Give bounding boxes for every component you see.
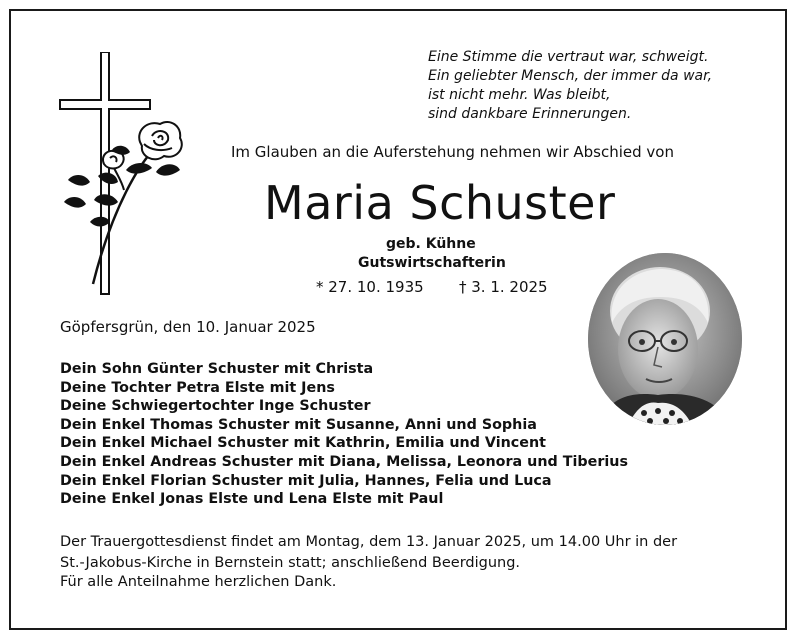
- mourner-line: Deine Enkel Jonas Elste und Lena Elste mit Paul: [60, 491, 444, 508]
- thanks-text: Für alle Anteilnahme herzlichen Dank.: [60, 574, 337, 590]
- maiden-name: geb. Kühne: [386, 236, 476, 252]
- quote-line: Ein geliebter Mensch, der immer da war,: [428, 68, 713, 84]
- mourner-line: Dein Enkel Florian Schuster mit Julia, Hannes, Felia und Luca: [60, 472, 552, 489]
- intro-text: Im Glauben an die Auferstehung nehmen wir Abschied von: [231, 143, 674, 161]
- mourners-list: [60, 360, 628, 509]
- quote-line: Eine Stimme die vertraut war, schweigt.: [428, 49, 709, 65]
- deceased-name: Maria Schuster: [264, 176, 616, 230]
- occupation: Gutswirtschafterin: [358, 255, 506, 271]
- cross-with-rose-icon: [56, 52, 206, 302]
- mourner-line: Deine Tochter Petra Elste mit Jens: [60, 379, 335, 396]
- quote-line: sind dankbare Erinnerungen.: [428, 106, 632, 122]
- birth-date: * 27. 10. 1935: [316, 278, 424, 296]
- service-line: St.-Jakobus-Kirche in Bernstein statt; anschließend Beerdigung.: [60, 554, 521, 571]
- mourner-line: Dein Enkel Thomas Schuster mit Susanne, Anni und Sophia: [60, 416, 537, 433]
- service-info: [60, 532, 677, 573]
- death-date: † 3. 1. 2025: [459, 278, 548, 296]
- mourner-line: Dein Enkel Michael Schuster mit Kathrin, Emilia und Vincent: [60, 435, 546, 452]
- quote: [428, 48, 712, 124]
- mourner-line: Dein Sohn Günter Schuster mit Christa: [60, 361, 374, 377]
- place-and-date: Göpfersgrün, den 10. Januar 2025: [60, 318, 316, 336]
- quote-line: ist nicht mehr. Was bleibt,: [428, 87, 611, 103]
- service-line: Der Trauergottesdienst findet am Montag, dem 13. Januar 2025, um 14.00 Uhr in der: [60, 534, 678, 550]
- mourner-line: Dein Enkel Andreas Schuster mit Diana, Melissa, Leonora und Tiberius: [60, 453, 628, 470]
- mourner-line: Deine Schwiegertochter Inge Schuster: [60, 398, 371, 415]
